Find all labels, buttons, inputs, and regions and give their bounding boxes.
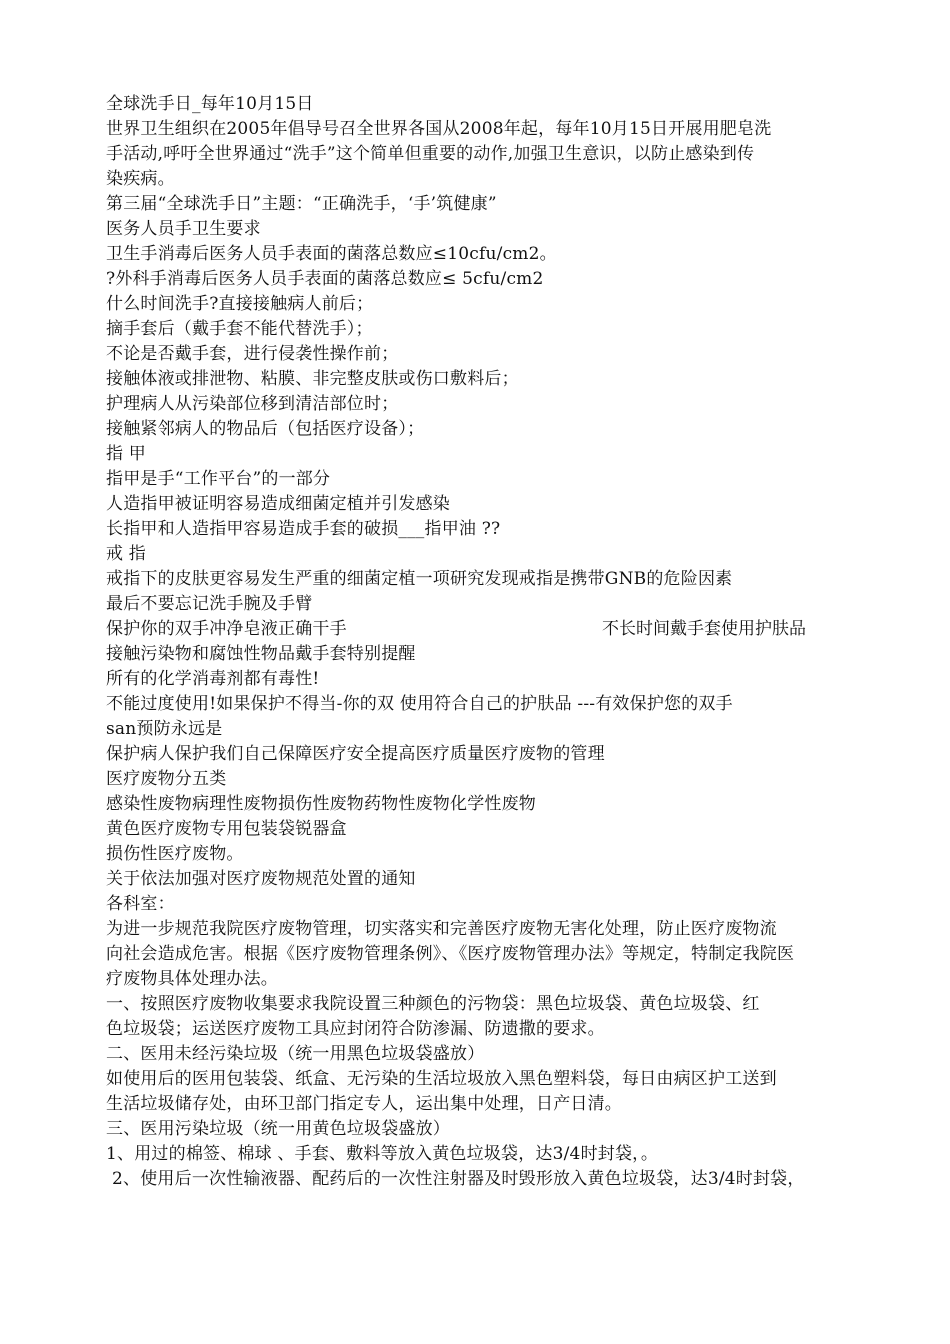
text-line-27: 保护病人保护我们自己保障医疗安全提高医疗质量医疗废物的管理 (106, 744, 605, 764)
text-line-8: ?外科手消毒后医务人员手表面的菌落总数应≤ 5cfu/cm2 (106, 269, 544, 289)
text-line-5: 第三届“全球洗手日”主题：“正确洗手，‘手’筑健康” (106, 194, 497, 214)
text-line-43: 1、用过的棉签、棉球 、手套、敷料等放入黄色垃圾袋，达3/4时封袋，。 (106, 1144, 659, 1164)
text-line-14: 接触紧邻病人的物品后（包括医疗设备）； (106, 419, 425, 439)
text-line-28: 医疗废物分五类 (106, 769, 227, 789)
text-line-21: 最后不要忘记洗手腕及手臂 (106, 594, 313, 614)
text-line-16: 指甲是手“工作平台”的一部分 (106, 469, 331, 489)
text-line-42: 三、医用污染垃圾（统一用黄色垃圾袋盛放） (106, 1119, 450, 1139)
text-line-26: san预防永远是 (106, 719, 223, 739)
text-line-32: 关于依法加强对医疗废物规范处置的通知 (106, 869, 416, 889)
text-line-3: 手活动,呼吁全世界通过“洗手”这个简单但重要的动作,加强卫生意识，以防止感染到传 (106, 144, 755, 164)
text-line-39: 二、医用未经污染垃圾（统一用黑色垃圾袋盛放） (106, 1044, 485, 1064)
text-line-31: 损伤性医疗废物。 (106, 844, 244, 864)
text-line-34: 为进一步规范我院医疗废物管理，切实落实和完善医疗废物无害化处理，防止医疗废物流 (106, 919, 777, 939)
text-line-9: 什么时间洗手?直接接触病人前后； (106, 294, 374, 314)
text-line-15: 指 甲 (106, 444, 147, 464)
text-line-30: 黄色医疗废物专用包装袋锐器盒 (106, 819, 347, 839)
text-line-35: 向社会造成危害。根据《医疗废物管理条例》、《医疗废物管理办法》等规定，特制定我院医 (106, 944, 795, 964)
text-line-40: 如使用后的医用包装袋、纸盒、无污染的生活垃圾放入黑色塑料袋，每日由病区护工送到 (106, 1069, 777, 1089)
text-line-18: 长指甲和人造指甲容易造成手套的破损___指甲油 ?? (106, 519, 501, 539)
text-line-19: 戒 指 (106, 544, 147, 564)
text-line-1: 全球洗手日_每年10月15日 (106, 94, 314, 114)
text-line-22-right: 不长时间戴手套使用护肤品 (602, 619, 806, 639)
text-line-6: 医务人员手卫生要求 (106, 219, 261, 239)
text-line-13: 护理病人从污染部位移到清洁部位时； (106, 394, 399, 414)
text-line-37: 一、按照医疗废物收集要求我院设置三种颜色的污物袋：黑色垃圾袋、黄色垃圾袋、红 (106, 994, 760, 1014)
text-line-25: 不能过度使用!如果保护不得当-你的双 使用符合自己的护肤品 ---有效保护您的双手 (106, 694, 733, 714)
text-line-44: 2、使用后一次性输液器、配药后的一次性注射器及时毁形放入黄色垃圾袋，达3/4时封袋， (112, 1169, 805, 1189)
text-line-24: 所有的化学消毒剂都有毒性! (106, 669, 320, 689)
text-line-36: 疗废物具体处理办法。 (106, 969, 278, 989)
text-line-11: 不论是否戴手套，进行侵袭性操作前； (106, 344, 399, 364)
text-line-10: 摘手套后（戴手套不能代替洗手）； (106, 319, 373, 339)
text-line-22: 保护你的双手冲净皂液正确干手 (106, 619, 347, 639)
text-line-38: 色垃圾袋；运送医疗废物工具应封闭符合防渗漏、防遗撒的要求。 (106, 1019, 605, 1039)
text-line-23: 接触污染物和腐蚀性物品戴手套特别提醒 (106, 644, 416, 664)
text-line-17: 人造指甲被证明容易造成细菌定植并引发感染 (106, 494, 450, 514)
text-line-41: 生活垃圾储存处，由环卫部门指定专人，运出集中处理，日产日清。 (106, 1094, 622, 1114)
text-line-4: 染疾病。 (106, 169, 175, 189)
text-line-29: 感染性废物病理性废物损伤性废物药物性废物化学性废物 (106, 794, 536, 814)
text-line-12: 接触体液或排泄物、粘膜、非完整皮肤或伤口敷料后； (106, 369, 519, 389)
text-line-2: 世界卫生组织在2005年倡导号召全世界各国从2008年起，每年10月15日开展用肥皂洗 (106, 119, 772, 139)
text-line-33: 各科室： (106, 894, 175, 914)
text-line-7: 卫生手消毒后医务人员手表面的菌落总数应≤10cfu/cm2。 (106, 244, 557, 264)
text-line-20: 戒指下的皮肤更容易发生严重的细菌定植一项研究发现戒指是携带GNB的危险因素 (106, 569, 733, 589)
